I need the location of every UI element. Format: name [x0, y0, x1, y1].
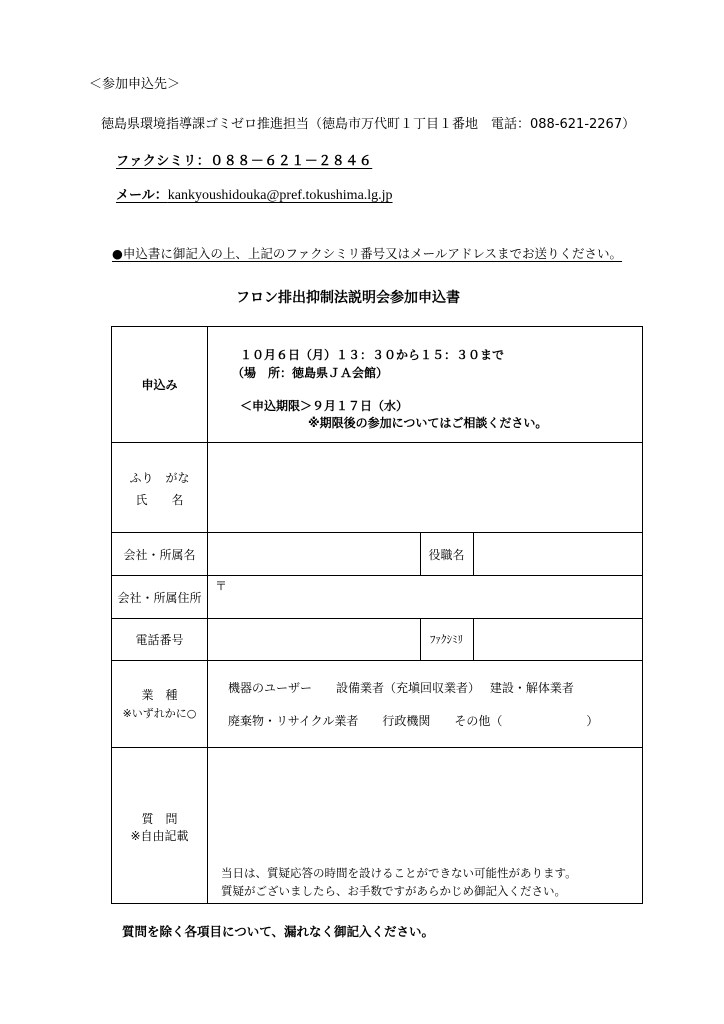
- position-field[interactable]: [474, 533, 642, 574]
- event-date-time: １０月６日（月）１３：３０から１５：３０まで: [240, 348, 505, 362]
- event-venue: （場 所：徳島県ＪＡ会館）: [232, 366, 389, 380]
- company-label: 会社・所属名: [123, 548, 196, 562]
- address-label: 会社・所属住所: [117, 591, 202, 605]
- mail-line: [116, 184, 393, 204]
- company-field[interactable]: [208, 533, 419, 574]
- completion-instruction: 質問を除く各項目について、漏れなく御記入ください。: [122, 924, 435, 939]
- mail-label: メール：: [116, 188, 168, 203]
- fax-number-line: ファクシミリ：０８８－６２１－２８４６: [116, 154, 373, 169]
- industry-label: 業 種: [141, 688, 178, 702]
- question-note-1: 当日は、質疑応答の時間を設けることができない可能性があります。: [221, 866, 577, 880]
- furigana-label: ふり がな: [129, 471, 190, 485]
- industry-options-row2[interactable]: 廃棄物・リサイクル業者 行政機関 その他（ ）: [228, 714, 599, 728]
- section-label: ＜参加申込先＞: [89, 77, 181, 92]
- office-contact-line: 徳島県環境指導課ゴミゼロ推進担当（徳島市万代町１丁目１番地 電話：088-621-2267）: [101, 117, 636, 132]
- form-title: フロン排出抑制法説明会参加申込書: [236, 290, 460, 306]
- submission-notice: ●申込書に御記入の上、上記のファクシミリ番号又はメールアドレスまでお送りください。: [112, 246, 623, 261]
- phone-field[interactable]: [208, 619, 419, 659]
- position-label: 役職名: [428, 548, 465, 562]
- name-field[interactable]: [208, 443, 642, 531]
- application-form-table: [111, 326, 643, 904]
- row-divider: [112, 660, 642, 661]
- name-label: 氏 名: [135, 493, 184, 507]
- question-sublabel: ※自由記載: [130, 829, 189, 843]
- industry-options-row1[interactable]: 機器のユーザー 設備業者（充塡回収業者） 建設・解体業者: [228, 681, 574, 695]
- question-label: 質 問: [141, 812, 178, 826]
- address-field[interactable]: [208, 576, 642, 617]
- application-deadline: ＜申込期限＞９月１７日（水）: [240, 399, 409, 413]
- deadline-note: ※期限後の参加についてはご相談ください。: [308, 416, 548, 430]
- fax-field[interactable]: [474, 619, 642, 659]
- mail-address: kankyoushidouka@pref.tokushima.lg.jp: [167, 188, 393, 203]
- question-field[interactable]: [208, 748, 642, 858]
- application-label: 申込み: [141, 378, 178, 392]
- industry-sublabel: ※いずれかに○: [122, 707, 197, 720]
- question-note-2: 質疑がございましたら、お手数ですがあらかじめ御記入ください。: [221, 884, 566, 898]
- phone-label: 電話番号: [135, 633, 184, 647]
- postal-mark: 〒: [215, 579, 228, 593]
- fax-label: ﾌｧｸｼﾐﾘ: [430, 633, 463, 646]
